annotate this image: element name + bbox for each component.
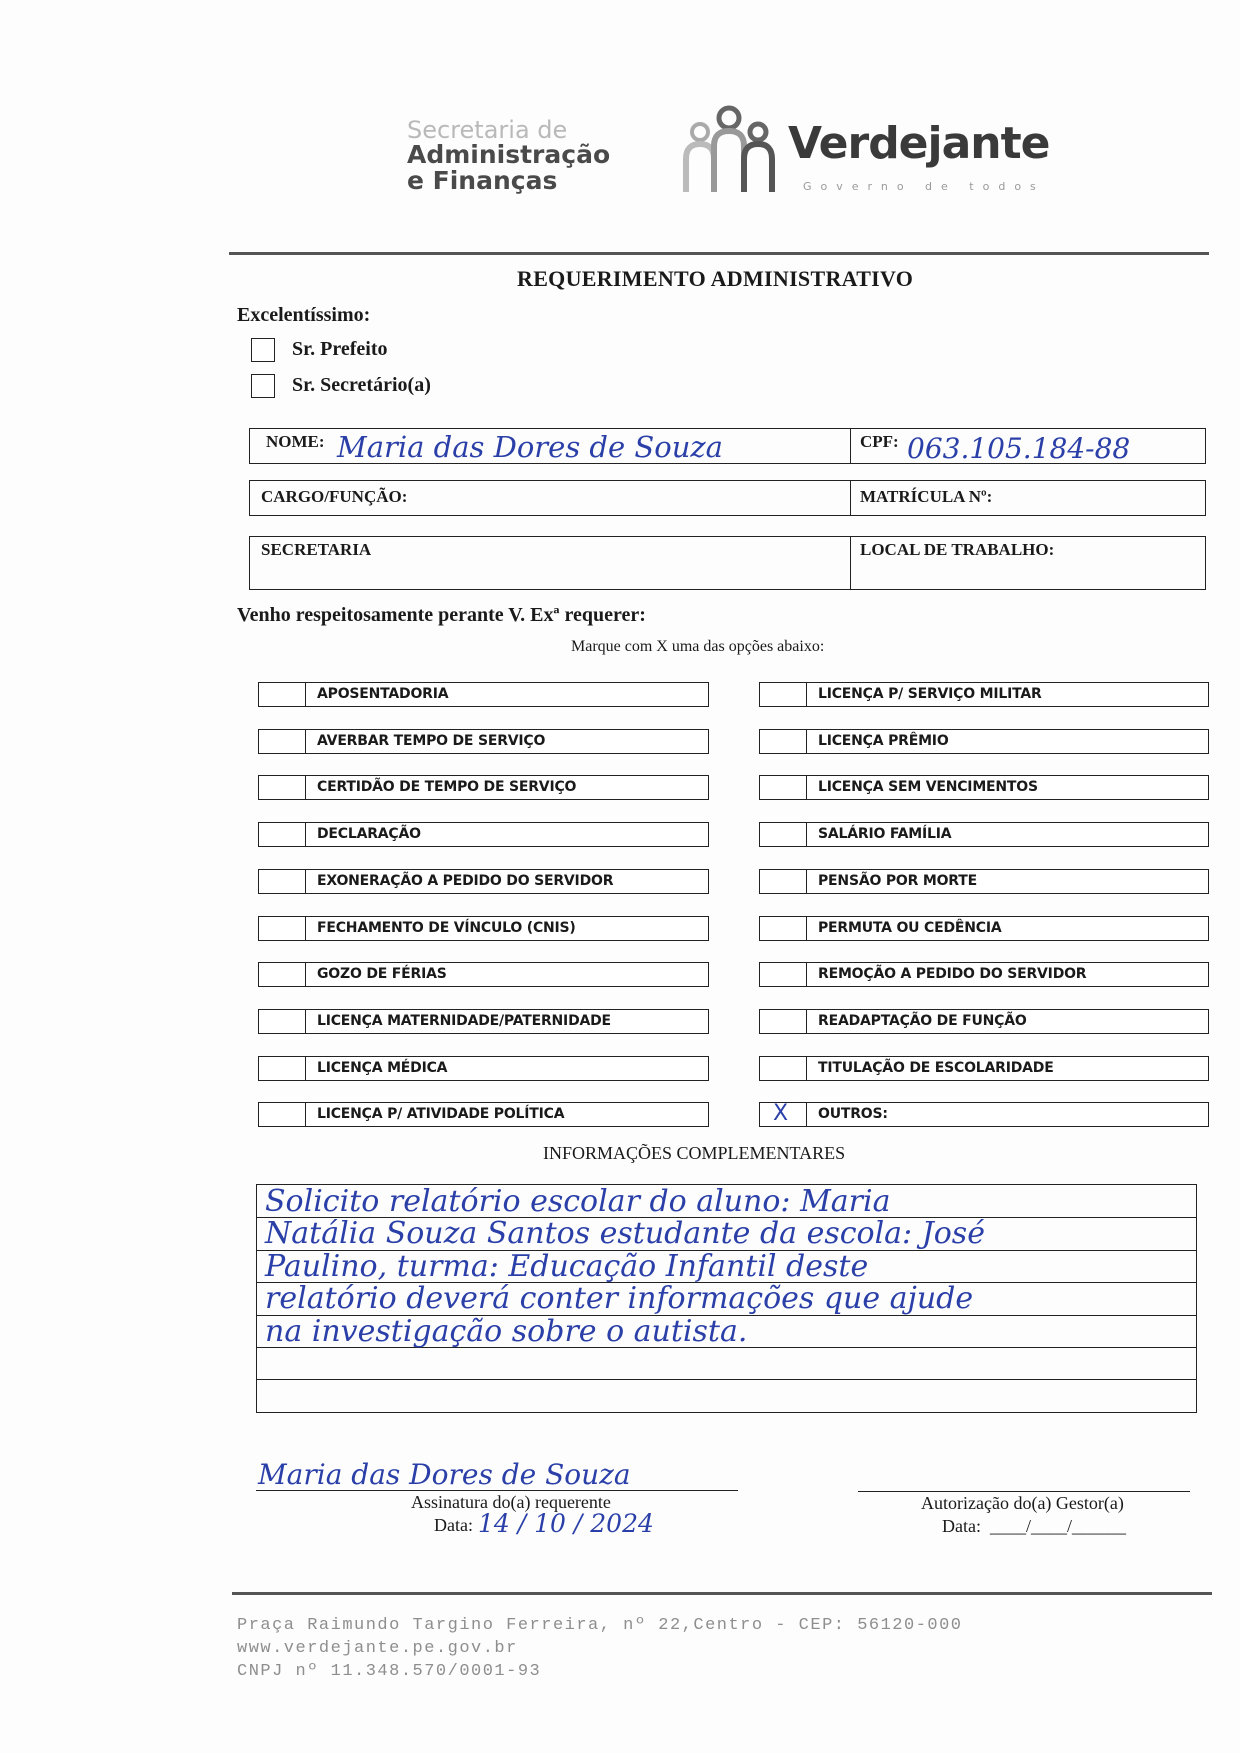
secretaria-line-2: Administração	[407, 140, 611, 169]
people-logo-icon	[680, 104, 778, 194]
cargo-label: CARGO/FUNÇÃO:	[261, 487, 408, 506]
brand-tagline: Governo de todos	[803, 180, 1045, 193]
option-checkbox[interactable]	[259, 1103, 306, 1126]
nome-value[interactable]: Maria das Dores de Souza	[337, 430, 723, 464]
option-label: SALÁRIO FAMÍLIA	[818, 826, 952, 843]
option-checkbox[interactable]	[760, 870, 807, 893]
cpf-label: CPF:	[860, 432, 899, 451]
option-label: LICENÇA PRÊMIO	[818, 732, 949, 749]
recipient-prefeito-label: Sr. Prefeito	[292, 338, 388, 360]
option-label: TITULAÇÃO DE ESCOLARIDADE	[818, 1059, 1054, 1076]
info-handwritten-line: relatório deverá conter informações que ajude	[265, 1281, 974, 1317]
option-row[interactable]	[759, 1009, 1209, 1034]
option-checkbox[interactable]	[760, 776, 807, 799]
checkbox-secretario[interactable]	[251, 374, 275, 398]
option-checkbox[interactable]	[760, 1103, 807, 1126]
option-row[interactable]	[258, 916, 709, 941]
row-divider	[850, 480, 851, 516]
info-handwritten-line: Paulino, turma: Educação Infantil deste	[265, 1248, 869, 1284]
footer-address: Praça Raimundo Targino Ferreira, nº 22,Centro - CEP: 56120-000	[237, 1616, 963, 1635]
option-checkbox[interactable]	[259, 730, 306, 753]
option-label: LICENÇA MATERNIDADE/PATERNIDADE	[317, 1012, 611, 1029]
manager-signature-line	[858, 1491, 1190, 1492]
option-checkbox[interactable]	[259, 963, 306, 986]
option-checkbox[interactable]	[760, 683, 807, 706]
instruction-text: Marque com X uma das opções abaixo:	[571, 638, 825, 655]
option-label: READAPTAÇÃO DE FUNÇÃO	[818, 1012, 1027, 1029]
local-trabalho-label: LOCAL DE TRABALHO:	[860, 540, 1055, 559]
x-mark-icon: X	[773, 1101, 789, 1127]
applicant-label: Assinatura do(a) requerente	[411, 1492, 611, 1512]
option-checkbox[interactable]	[259, 870, 306, 893]
info-handwritten-line: na investigação sobre o autista.	[265, 1313, 748, 1349]
option-row[interactable]	[759, 1102, 1209, 1127]
option-checkbox[interactable]	[760, 1057, 807, 1080]
applicant-date-label: Data:	[434, 1515, 473, 1535]
option-row[interactable]	[258, 682, 709, 707]
option-checkbox[interactable]	[760, 963, 807, 986]
form-title: REQUERIMENTO ADMINISTRATIVO	[517, 266, 914, 291]
manager-label: Autorização do(a) Gestor(a)	[921, 1493, 1124, 1513]
option-row[interactable]	[759, 1056, 1209, 1081]
option-label: DECLARAÇÃO	[317, 826, 421, 843]
option-row[interactable]	[759, 682, 1209, 707]
info-ruled-line	[257, 1379, 1196, 1380]
option-row[interactable]	[258, 1102, 709, 1127]
option-row[interactable]	[258, 775, 709, 800]
option-label: EXONERAÇÃO A PEDIDO DO SERVIDOR	[317, 872, 614, 889]
option-label: REMOÇÃO A PEDIDO DO SERVIDOR	[818, 966, 1087, 983]
info-box[interactable]	[256, 1184, 1197, 1413]
option-checkbox[interactable]	[760, 823, 807, 846]
option-checkbox[interactable]	[760, 917, 807, 940]
row-divider	[850, 428, 851, 464]
option-label: CERTIDÃO DE TEMPO DE SERVIÇO	[317, 779, 577, 796]
manager-date-blank[interactable]: ____/____/______	[990, 1516, 1127, 1536]
option-row[interactable]	[759, 775, 1209, 800]
salutation: Excelentíssimo:	[237, 304, 371, 326]
info-title: INFORMAÇÕES COMPLEMENTARES	[543, 1143, 846, 1163]
option-row[interactable]	[258, 1056, 709, 1081]
option-label: LICENÇA P/ ATIVIDADE POLÍTICA	[317, 1106, 565, 1123]
option-label: LICENÇA P/ SERVIÇO MILITAR	[818, 686, 1042, 702]
option-row[interactable]	[258, 962, 709, 987]
recipient-secretario-label: Sr. Secretário(a)	[292, 374, 431, 396]
applicant-date[interactable]: 14 / 10 / 2024	[478, 1509, 654, 1538]
secretaria-logo	[407, 118, 627, 195]
option-row[interactable]	[759, 822, 1209, 847]
option-row[interactable]	[258, 869, 709, 894]
option-row[interactable]	[759, 729, 1209, 754]
applicant-signature-line	[256, 1490, 738, 1491]
secretaria-line-3: e Finanças	[407, 166, 558, 196]
option-label: LICENÇA SEM VENCIMENTOS	[818, 779, 1038, 796]
option-label: APOSENTADORIA	[317, 686, 449, 702]
option-checkbox[interactable]	[259, 1010, 306, 1033]
option-label: PENSÃO POR MORTE	[818, 872, 977, 889]
secretaria-label: SECRETARIA	[261, 540, 372, 559]
option-checkbox[interactable]	[760, 1010, 807, 1033]
option-checkbox[interactable]	[259, 917, 306, 940]
option-label: FECHAMENTO DE VÍNCULO (CNIS)	[317, 919, 576, 936]
footer-cnpj: CNPJ nº 11.348.570/0001-93	[237, 1662, 542, 1681]
option-row[interactable]	[258, 729, 709, 754]
info-handwritten-line: Solicito relatório escolar do aluno: Maria	[265, 1184, 891, 1219]
info-handwritten-line: Natália Souza Santos estudante da escola: José	[265, 1216, 985, 1252]
option-checkbox[interactable]	[259, 776, 306, 799]
header-divider	[229, 252, 1209, 255]
option-label: OUTROS:	[818, 1106, 888, 1123]
request-intro: Venho respeitosamente perante V. Exª requerer:	[237, 604, 646, 626]
option-checkbox[interactable]	[760, 730, 807, 753]
option-checkbox[interactable]	[259, 1057, 306, 1080]
option-row[interactable]	[759, 916, 1209, 941]
option-checkbox[interactable]	[259, 683, 306, 706]
option-row[interactable]	[759, 962, 1209, 987]
option-label: LICENÇA MÉDICA	[317, 1059, 448, 1076]
applicant-signature: Maria das Dores de Souza	[258, 1458, 631, 1491]
footer	[237, 1614, 963, 1683]
option-row[interactable]	[258, 822, 709, 847]
brand-name: Verdejante	[788, 118, 1050, 169]
option-row[interactable]	[258, 1009, 709, 1034]
secretaria-line-1: Secretaria de	[407, 116, 568, 144]
option-row[interactable]	[759, 869, 1209, 894]
option-label: AVERBAR TEMPO DE SERVIÇO	[317, 732, 546, 749]
option-label: PERMUTA OU CEDÊNCIA	[818, 919, 1002, 936]
option-checkbox[interactable]	[259, 823, 306, 846]
secretaria-local-row	[249, 536, 1206, 590]
footer-website[interactable]: www.verdejante.pe.gov.br	[237, 1639, 518, 1658]
matricula-label: MATRÍCULA Nº:	[860, 487, 993, 506]
checkbox-prefeito[interactable]	[251, 338, 275, 362]
cpf-value[interactable]: 063.105.184-88	[907, 432, 1131, 465]
row-divider	[850, 536, 851, 590]
manager-date-label: Data:	[942, 1516, 981, 1536]
nome-label: NOME:	[266, 432, 325, 451]
option-label: GOZO DE FÉRIAS	[317, 966, 447, 983]
footer-divider	[232, 1592, 1212, 1595]
